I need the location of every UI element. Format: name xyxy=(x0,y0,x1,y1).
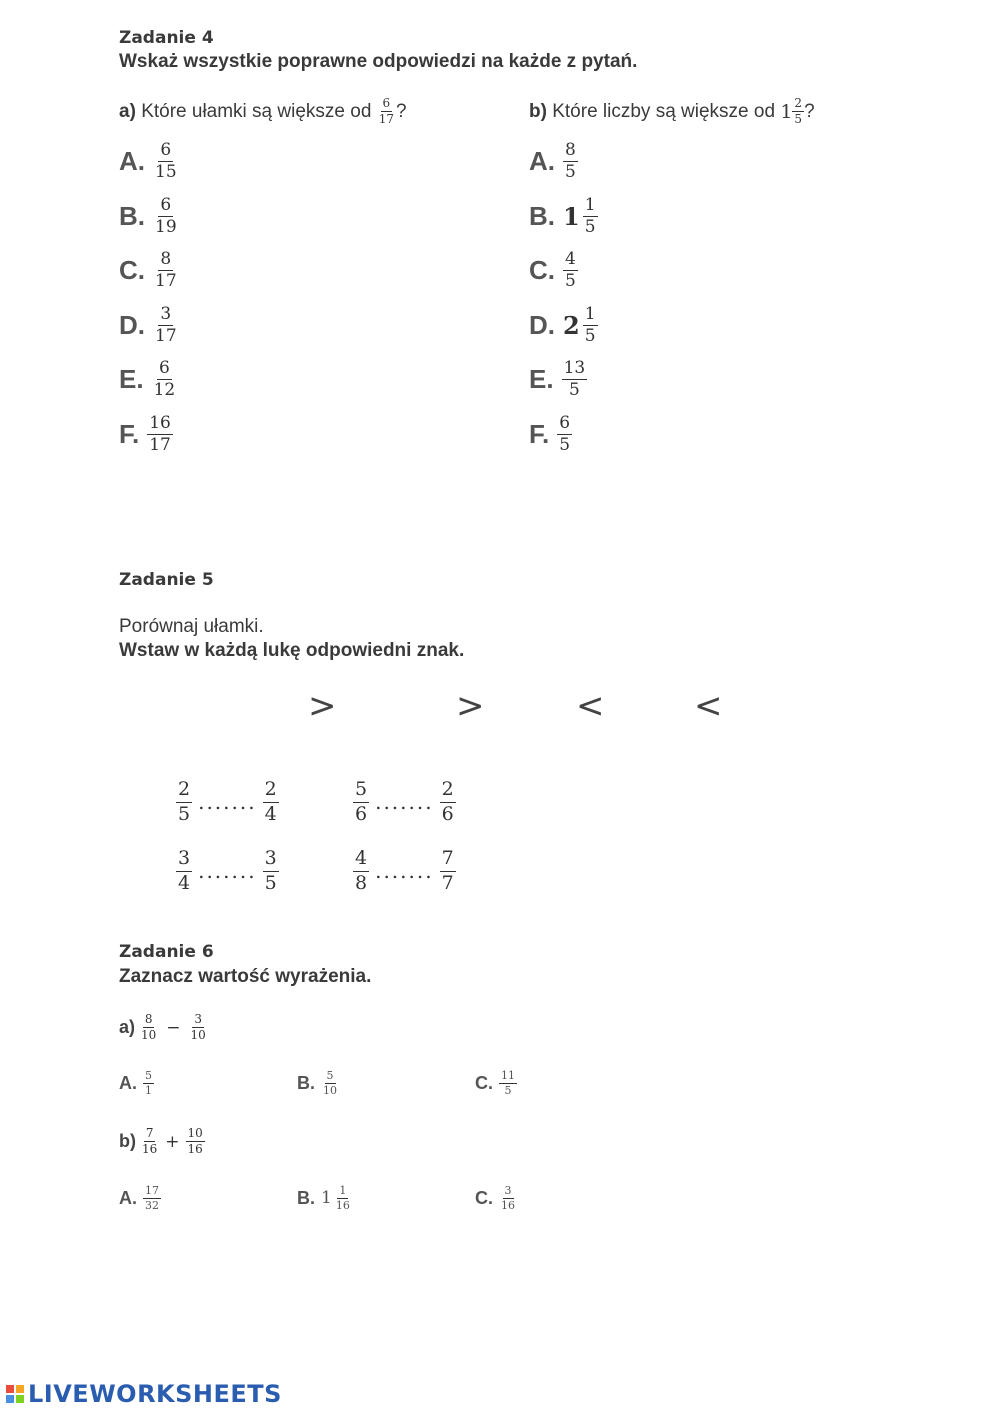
expr-fraction-1 xyxy=(139,1012,158,1043)
option-whole: 2 xyxy=(563,310,580,340)
expr-fraction-1 xyxy=(140,1126,159,1157)
answer-gap[interactable]: ....... xyxy=(375,859,434,884)
option-letter: C. xyxy=(529,255,555,286)
option-fraction xyxy=(153,304,179,348)
option-fraction xyxy=(563,249,578,293)
option-letter: C. xyxy=(119,255,145,286)
fraction-numerator: 5 xyxy=(353,778,369,803)
logo-text: LIVEWORKSHEETS xyxy=(28,1380,282,1408)
fraction-denominator: 10 xyxy=(323,1083,337,1097)
fraction-denominator: 17 xyxy=(378,112,394,126)
right-fraction xyxy=(440,778,456,827)
fraction-numerator: 8 xyxy=(563,140,578,162)
left-fraction xyxy=(176,847,192,896)
task4a-options xyxy=(119,140,179,456)
fraction-denominator: 5 xyxy=(584,325,596,346)
fraction-denominator: 8 xyxy=(355,871,368,894)
option-fraction xyxy=(152,358,178,402)
fraction-denominator: 16 xyxy=(142,1142,158,1156)
fraction-denominator: 10 xyxy=(190,1028,206,1042)
fraction-denominator: 12 xyxy=(153,380,176,401)
task6a-option-b[interactable] xyxy=(297,1069,339,1098)
fraction-numerator: 2 xyxy=(440,778,456,803)
task4b-option-c[interactable] xyxy=(529,249,598,293)
option-letter: C. xyxy=(475,1187,493,1208)
option-letter: A. xyxy=(119,1187,137,1208)
fraction-denominator: 5 xyxy=(794,112,803,126)
fraction-denominator: 6 xyxy=(441,802,454,825)
draggable-sign-2[interactable]: > xyxy=(456,686,485,726)
fraction-denominator: 10 xyxy=(141,1028,157,1042)
option-whole: 1 xyxy=(563,201,580,231)
task6a-expression xyxy=(119,1012,208,1043)
fraction-numerator: 6 xyxy=(157,358,172,380)
option-fraction xyxy=(321,1069,339,1098)
fraction-denominator: 5 xyxy=(584,216,596,237)
option-letter: D. xyxy=(529,309,555,340)
fraction-denominator: 4 xyxy=(264,802,277,825)
comparison-4 xyxy=(353,847,456,896)
task6b-option-c[interactable] xyxy=(475,1184,517,1213)
fraction-numerator: 17 xyxy=(145,1184,159,1197)
fraction-numerator: 11 xyxy=(501,1069,515,1082)
task4b-question xyxy=(529,96,815,127)
answer-gap[interactable]: ....... xyxy=(375,790,434,815)
fraction-denominator: 1 xyxy=(145,1083,152,1097)
option-letter: B. xyxy=(297,1072,315,1093)
fraction-numerator: 6 xyxy=(557,413,572,435)
right-fraction xyxy=(440,847,456,896)
task5-title: Zadanie 5 xyxy=(119,570,214,590)
task6a-label: a) xyxy=(119,1017,136,1037)
task6b-option-a[interactable] xyxy=(119,1184,161,1213)
option-letter: B. xyxy=(119,200,145,231)
option-fraction xyxy=(153,249,179,293)
left-fraction xyxy=(176,778,192,827)
answer-gap[interactable]: ....... xyxy=(198,790,257,815)
liveworksheets-logo[interactable] xyxy=(6,1380,282,1408)
fraction-denominator: 16 xyxy=(335,1198,350,1212)
option-fraction xyxy=(334,1184,352,1213)
fraction-numerator: 13 xyxy=(562,358,588,380)
fraction-numerator: 6 xyxy=(382,96,391,110)
task4a-option-e[interactable] xyxy=(119,358,179,402)
question-mark: ? xyxy=(804,100,815,122)
fraction-denominator: 16 xyxy=(501,1198,515,1212)
task5-line1: Porównaj ułamki. xyxy=(119,616,264,637)
option-letter: B. xyxy=(297,1187,315,1208)
option-fraction xyxy=(147,413,173,457)
fraction-numerator: 2 xyxy=(176,778,192,803)
fraction-numerator: 4 xyxy=(353,847,369,872)
task6-instruction: Zaznacz wartość wyrażenia. xyxy=(119,966,372,987)
fraction-denominator: 19 xyxy=(155,216,177,237)
fraction-denominator: 5 xyxy=(565,162,576,183)
fraction-numerator: 3 xyxy=(194,1012,202,1026)
fraction-denominator: 32 xyxy=(145,1198,159,1212)
task4a-option-f[interactable] xyxy=(119,413,179,457)
comparison-3 xyxy=(176,847,279,896)
task4b-options xyxy=(529,140,598,456)
fraction-numerator: 7 xyxy=(440,847,456,872)
option-fraction xyxy=(499,1184,517,1213)
fraction-denominator: 5 xyxy=(559,434,571,455)
option-whole: 1 xyxy=(321,1188,332,1209)
task4b-ref-whole: 1 xyxy=(780,100,793,123)
fraction-numerator: 1 xyxy=(583,304,598,326)
logo-squares-icon xyxy=(6,1385,24,1403)
option-fraction xyxy=(153,195,179,239)
task6a-option-a[interactable] xyxy=(119,1069,154,1098)
fraction-denominator: 4 xyxy=(178,871,191,894)
fraction-denominator: 5 xyxy=(178,802,191,825)
expr-fraction-2 xyxy=(186,1126,205,1157)
fraction-denominator: 5 xyxy=(568,380,580,401)
comparison-1 xyxy=(176,778,279,827)
fraction-denominator: 7 xyxy=(441,871,454,894)
fraction-numerator: 16 xyxy=(147,413,173,435)
task6b-option-b[interactable] xyxy=(297,1184,352,1213)
fraction-denominator: 5 xyxy=(504,1083,512,1097)
option-fraction xyxy=(143,1184,161,1213)
draggable-sign-3[interactable]: < xyxy=(576,686,605,726)
task4a-option-c[interactable] xyxy=(119,249,179,293)
option-letter: A. xyxy=(119,146,145,177)
option-fraction xyxy=(557,413,572,457)
task4a-ref-fraction xyxy=(377,96,396,127)
fraction-numerator: 5 xyxy=(326,1069,334,1082)
option-letter: D. xyxy=(119,309,145,340)
expr-fraction-2 xyxy=(189,1012,208,1043)
fraction-numerator: 1 xyxy=(583,195,598,217)
comparison-2 xyxy=(353,778,456,827)
fraction-numerator: 1 xyxy=(339,1184,347,1197)
option-fraction xyxy=(153,140,179,184)
fraction-denominator: 15 xyxy=(155,162,177,183)
left-fraction xyxy=(353,778,369,827)
task4a-option-a[interactable] xyxy=(119,140,179,184)
fraction-denominator: 5 xyxy=(565,271,576,292)
fraction-numerator: 4 xyxy=(563,249,578,271)
task4-instruction: Wskaż wszystkie poprawne odpowiedzi na każde z pytań. xyxy=(119,51,638,72)
option-letter: C. xyxy=(475,1072,493,1093)
option-fraction xyxy=(562,358,588,402)
fraction-numerator: 2 xyxy=(794,96,803,110)
fraction-numerator: 6 xyxy=(158,140,173,162)
fraction-denominator: 17 xyxy=(155,325,177,346)
task4b-option-d[interactable] xyxy=(529,304,598,348)
task4b-option-e[interactable] xyxy=(529,358,598,402)
fraction-denominator: 17 xyxy=(149,434,171,455)
fraction-denominator: 6 xyxy=(355,802,368,825)
task4b-option-f[interactable] xyxy=(529,413,598,457)
draggable-sign-1[interactable]: > xyxy=(308,686,337,726)
fraction-numerator: 3 xyxy=(158,304,173,326)
fraction-numerator: 7 xyxy=(145,1126,154,1140)
task6b-label: b) xyxy=(119,1131,136,1151)
question-mark: ? xyxy=(395,100,407,122)
option-letter: B. xyxy=(529,200,555,231)
fraction-numerator: 6 xyxy=(158,195,173,217)
option-letter: E. xyxy=(529,364,554,395)
fraction-denominator: 16 xyxy=(187,1142,203,1156)
task4a-question-text: Które ułamki są większe od xyxy=(141,100,372,122)
operator: + xyxy=(165,1131,180,1152)
option-letter: E. xyxy=(119,364,144,395)
operator: − xyxy=(166,1017,181,1038)
option-fraction xyxy=(583,195,598,239)
right-fraction xyxy=(263,847,279,896)
option-fraction xyxy=(563,140,578,184)
fraction-numerator: 10 xyxy=(187,1126,203,1140)
fraction-numerator: 8 xyxy=(144,1012,153,1026)
fraction-numerator: 3 xyxy=(263,847,279,872)
task4a-label: a) xyxy=(119,100,136,122)
task4b-option-a[interactable] xyxy=(529,140,598,184)
option-letter: A. xyxy=(529,146,555,177)
task6b-expression xyxy=(119,1126,205,1157)
fraction-numerator: 2 xyxy=(263,778,279,803)
answer-gap[interactable]: ....... xyxy=(198,859,257,884)
fraction-denominator: 5 xyxy=(264,871,277,894)
task6-title: Zadanie 6 xyxy=(119,942,214,962)
task4a-option-b[interactable] xyxy=(119,195,179,239)
option-fraction xyxy=(143,1069,154,1098)
left-fraction xyxy=(353,847,369,896)
task6a-option-c[interactable] xyxy=(475,1069,517,1098)
fraction-numerator: 5 xyxy=(145,1069,152,1082)
task4b-question-text: Które liczby są większe od xyxy=(552,100,776,122)
task5-instruction: Wstaw w każdą lukę odpowiedni znak. xyxy=(119,640,465,661)
option-letter: F. xyxy=(529,418,550,449)
option-fraction xyxy=(499,1069,517,1098)
task4b-ref-fraction xyxy=(792,96,804,127)
option-letter: F. xyxy=(119,418,140,449)
fraction-denominator: 17 xyxy=(155,271,177,292)
fraction-numerator: 3 xyxy=(504,1184,512,1197)
task4a-option-d[interactable] xyxy=(119,304,179,348)
right-fraction xyxy=(263,778,279,827)
task4b-option-b[interactable] xyxy=(529,195,598,239)
option-letter: A. xyxy=(119,1072,137,1093)
fraction-numerator: 3 xyxy=(176,847,192,872)
task4-title: Zadanie 4 xyxy=(119,28,214,48)
task4b-label: b) xyxy=(529,100,547,122)
fraction-numerator: 8 xyxy=(158,249,173,271)
draggable-sign-4[interactable]: < xyxy=(694,686,723,726)
option-fraction xyxy=(583,304,598,348)
task4a-question xyxy=(119,96,407,127)
